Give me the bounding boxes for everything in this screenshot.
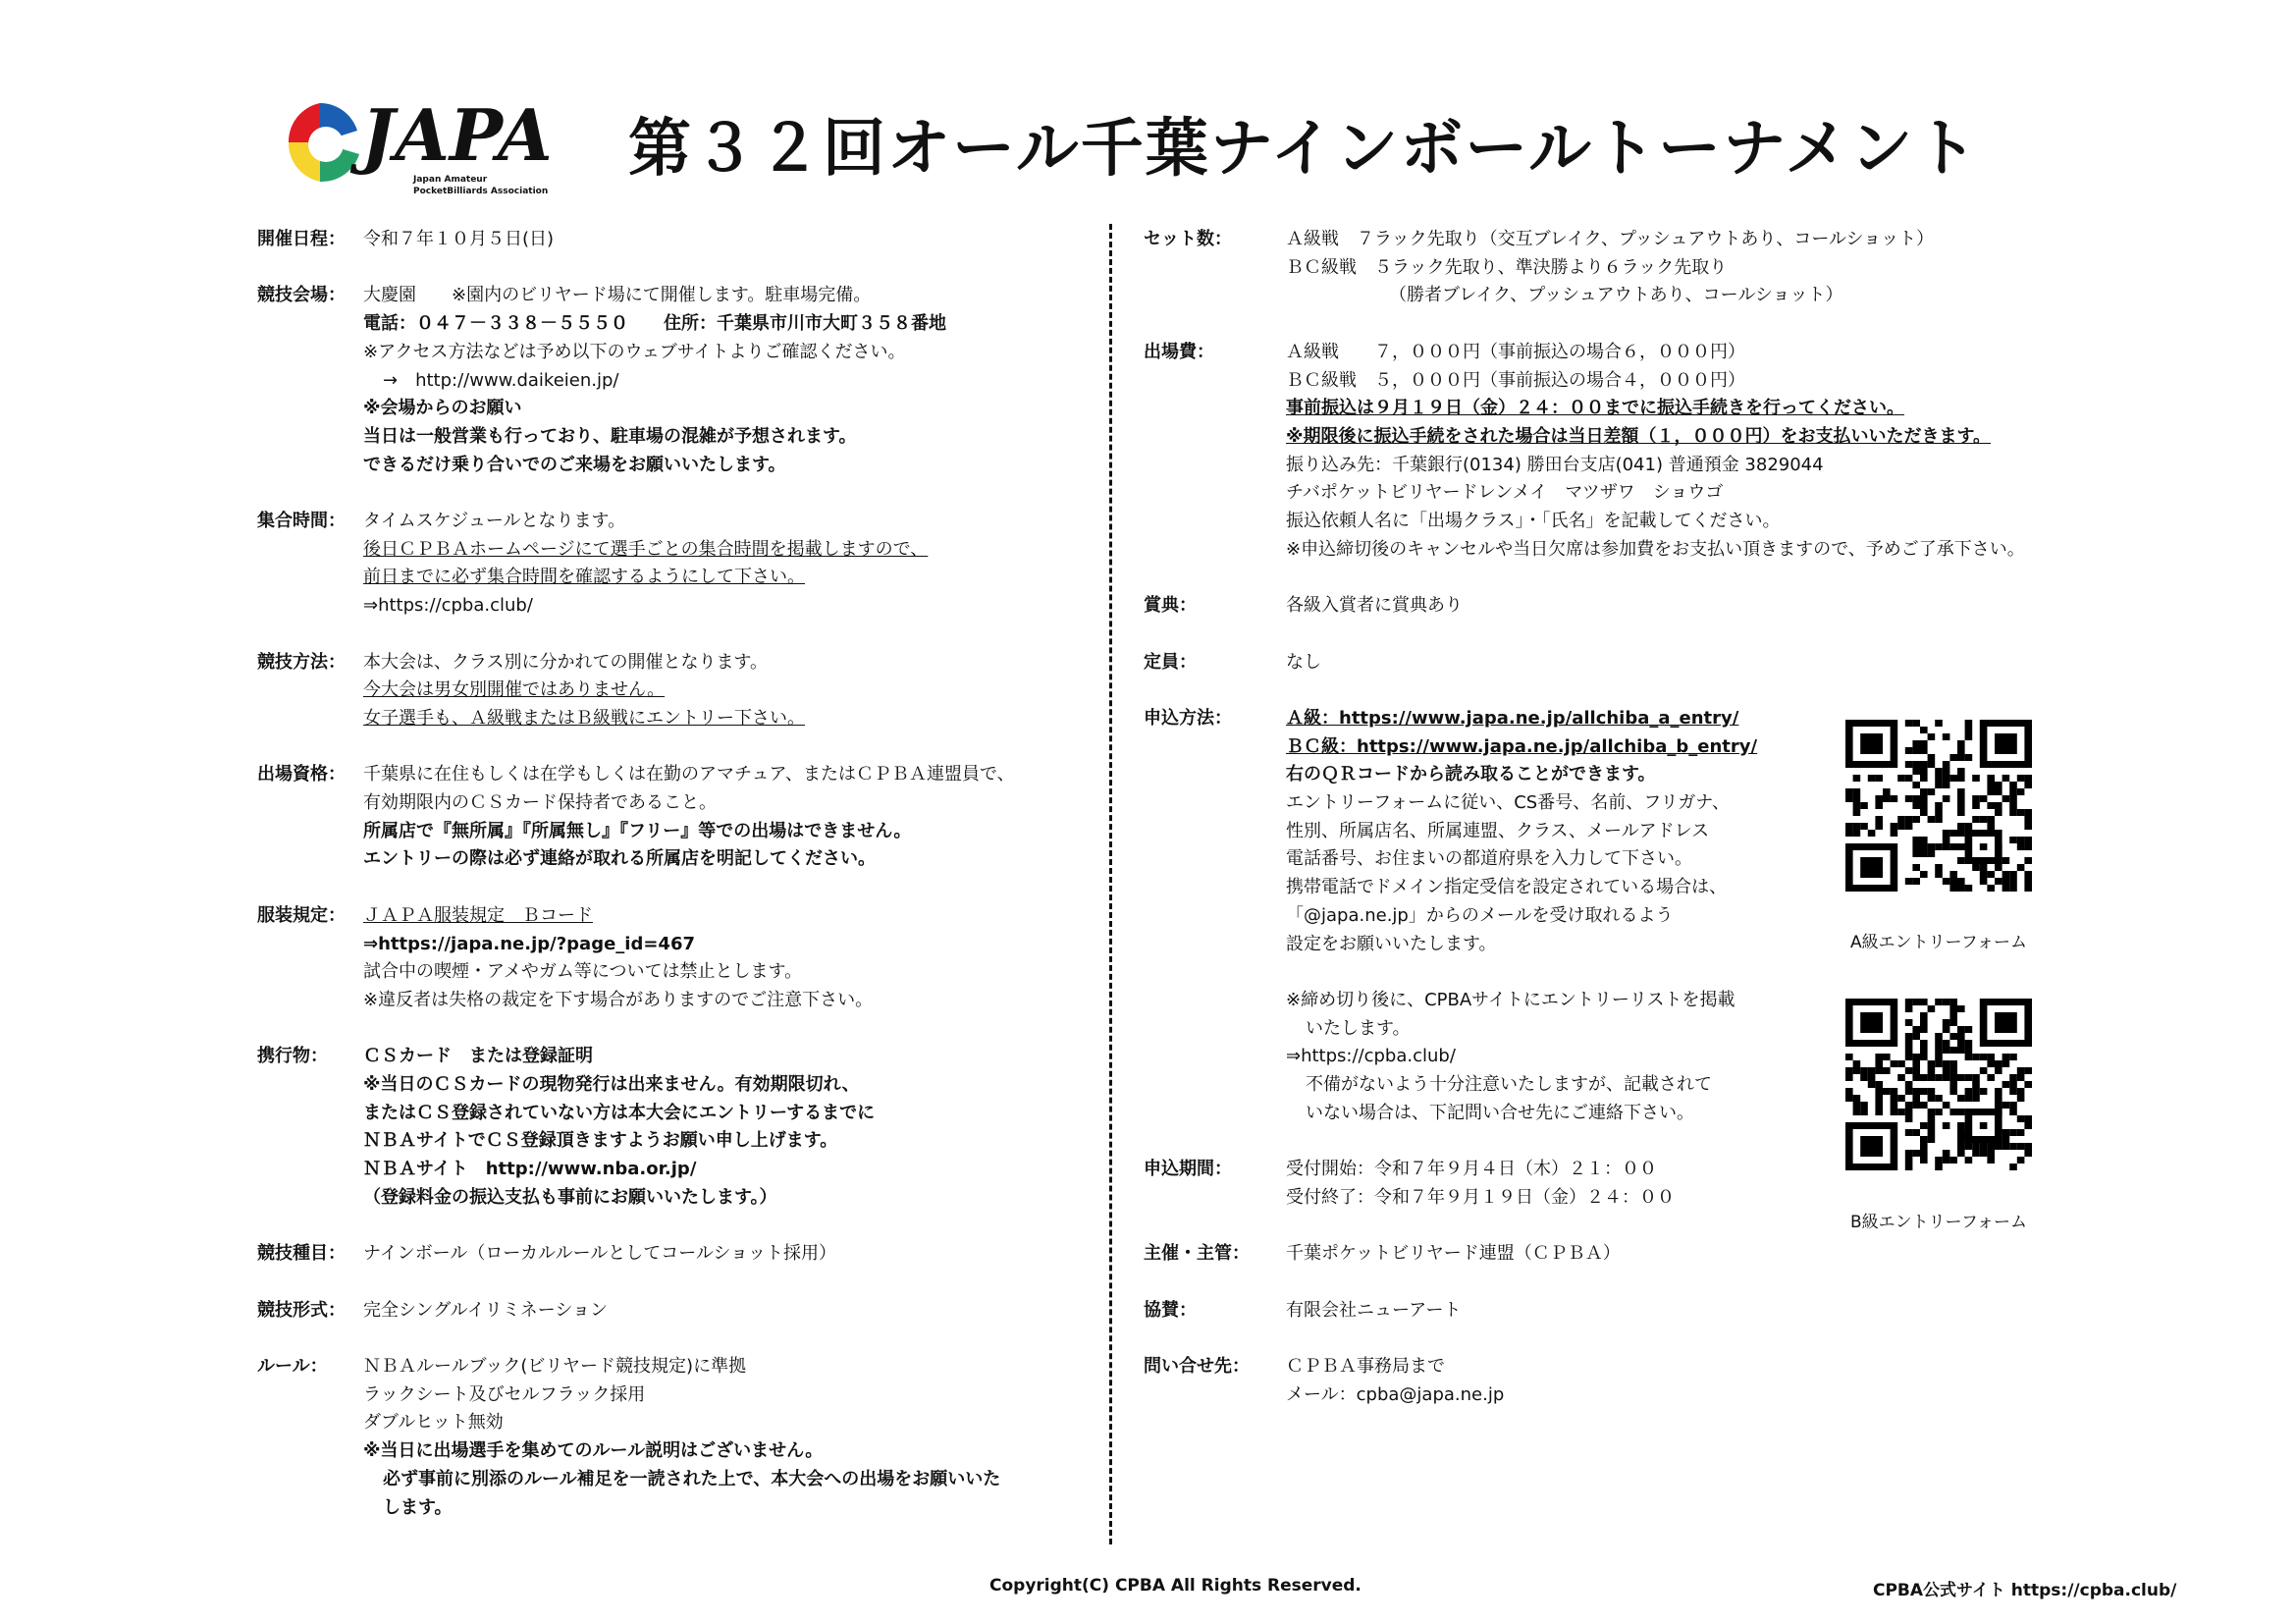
qr-a-caption: A級エントリーフォーム xyxy=(1850,933,2027,952)
section-body xyxy=(363,761,1101,874)
section-label: 出場資格： xyxy=(257,764,346,785)
text-line[interactable]: ＢＣ級：https://www.japa.ne.jp/allchiba_b_entry/ xyxy=(1286,735,1758,757)
text-line: 所属店で『無所属』『所属無し』『フリー』等での出場はできません。 xyxy=(363,820,912,841)
section-label: 競技会場： xyxy=(257,285,346,306)
text-line: します。 xyxy=(383,1496,453,1518)
japa-logo-mark xyxy=(289,103,359,182)
section-body xyxy=(363,226,1101,254)
section-eligibility xyxy=(257,761,1101,874)
text-line: 後日ＣＰＢＡホームページにて選手ごとの集合時間を掲載しますので、 xyxy=(363,538,929,560)
section-label: 主催・主管： xyxy=(1144,1243,1250,1265)
text-line: 電話：０４７－３３８－５５５０ 住所：千葉県市川市大町３５８番地 xyxy=(363,313,946,335)
text-line: ※申込締切後のキャンセルや当日欠席は参加費をお支払い頂きますので、予めご了承下さい。 xyxy=(1286,538,2025,560)
text-line: 令和７年１０月５日(日) xyxy=(363,229,555,249)
text-line: ＮＢＡサイトでＣＳ登録頂きますようお願い申し上げます。 xyxy=(363,1130,838,1152)
text-line: ＢＣ級戦 ５，０００円（事前振込の場合４，０００円） xyxy=(1286,369,1745,391)
section-label: 携行物： xyxy=(257,1046,328,1067)
section-body xyxy=(1286,649,2076,677)
text-line: 前日までに必ず集合時間を確認するようにして下さい。 xyxy=(363,567,805,588)
text-line: ※期限後に振込手続をされた場合は当日差額（１，０００円）をお支払いいただきます。 xyxy=(1286,425,1992,447)
text-line: 右のＱＲコードから読み取ることができます。 xyxy=(1286,764,1656,785)
text-line: （勝者ブレイク、プッシュアウトあり、コールショット） xyxy=(1389,285,1843,306)
section-body xyxy=(363,1297,1101,1326)
section-body xyxy=(363,508,1101,621)
text-line: ＢＣ級戦 ５ラック先取り、準決勝より６ラック先取り xyxy=(1286,256,1728,278)
text-line: 有限会社ニューアート xyxy=(1286,1299,1462,1321)
text-line: 各級入賞者に賞典あり xyxy=(1286,595,1463,617)
text-line: 事前振込は９月１９日（金）２４：００までに振込手続きを行ってください。 xyxy=(1286,398,1904,419)
page-title: 第３２回オール千葉ナインボールトーナメント xyxy=(628,113,1980,186)
text-line: 携帯電話でドメイン指定受信を設定されている場合は、 xyxy=(1286,877,1728,898)
text-line xyxy=(1286,958,2076,987)
left-column xyxy=(257,226,1101,1550)
text-line[interactable]: → http://www.daikeien.jp/ xyxy=(383,369,619,391)
section-body xyxy=(363,282,1101,479)
section-time xyxy=(257,508,1101,621)
text-line: 今大会は男女別開催ではありません。 xyxy=(363,679,666,701)
text-line: できるだけ乗り合いでのご来場をお願いいたします。 xyxy=(363,454,786,475)
section-body xyxy=(1286,339,2076,565)
text-line: Ａ級戦 ７ラック先取り（交互ブレイク、プッシュアウトあり、コールショット） xyxy=(1286,229,1935,249)
text-line: 必ず事前に別添のルール補足を一読された上で、本大会への出場をお願いいた xyxy=(383,1468,1001,1489)
text-line: エントリーの際は必ず連絡が取れる所属店を明記してください。 xyxy=(363,848,876,870)
section-body xyxy=(363,1043,1101,1212)
section-body xyxy=(1286,1353,2076,1409)
text-line: ※違反者は失格の裁定を下す場合がありますのでご注意下さい。 xyxy=(363,989,874,1010)
text-line: ＮＢＡルールブック(ビリヤード競技規定)に準拠 xyxy=(363,1355,747,1377)
text-line: またはＣＳ登録されていない方は本大会にエントリーするまでに xyxy=(363,1102,876,1123)
text-line: タイムスケジュールとなります。 xyxy=(363,511,626,531)
section-label: 服装規定： xyxy=(257,904,346,926)
text-line: 千葉ポケットビリヤード連盟（ＣＰＢＡ） xyxy=(1286,1243,1621,1265)
text-line: ※当日のＣＳカードの現物発行は出来ません。有効期限切れ、 xyxy=(363,1074,860,1095)
section-label: 協賛： xyxy=(1144,1299,1197,1321)
section-label: セット数： xyxy=(1144,229,1232,249)
section-label: 集合時間： xyxy=(257,511,346,531)
text-line: Ａ級戦 ７，０００円（事前振込の場合６，０００円） xyxy=(1286,341,1745,362)
logo-text: JAPA xyxy=(361,93,553,177)
text-line: （登録料金の振込支払も事前にお願いいたします。） xyxy=(363,1186,777,1208)
section-body xyxy=(1286,1297,2076,1326)
text-line: 女子選手も、Ａ級戦またはＢ級戦にエントリー下さい。 xyxy=(363,707,805,729)
text-line: 設定をお願いいたします。 xyxy=(1286,933,1497,954)
section-label: 申込方法： xyxy=(1144,707,1232,729)
section-label: 定員： xyxy=(1144,651,1197,673)
section-body xyxy=(363,1353,1101,1522)
section-label: 申込期間： xyxy=(1144,1159,1232,1180)
text-line: いたします。 xyxy=(1306,1017,1411,1039)
section-event xyxy=(257,1240,1101,1269)
footer-copyright: Copyright(C) CPBA All Rights Reserved. xyxy=(989,1576,1362,1596)
section-label: 問い合せ先： xyxy=(1144,1356,1250,1377)
section-dress xyxy=(257,902,1101,1015)
section-label: 賞典： xyxy=(1144,595,1197,617)
text-line[interactable]: ＮＢＡサイト http://www.nba.or.jp/ xyxy=(363,1159,697,1180)
text-line[interactable]: Ａ級：https://www.japa.ne.jp/allchiba_a_entry/ xyxy=(1286,707,1739,729)
section-venue xyxy=(257,282,1101,479)
section-label: 競技形式： xyxy=(257,1299,346,1321)
section-body xyxy=(363,902,1101,1015)
text-line: ※締め切り後に、CPBAサイトにエントリーリストを掲載 xyxy=(1286,989,1735,1010)
text-line[interactable]: ⇒https://japa.ne.jp/?page_id=467 xyxy=(363,933,696,954)
text-line: ※当日に出場選手を集めてのルール説明はございません。 xyxy=(363,1440,824,1462)
section-label: 競技方法： xyxy=(257,651,346,673)
section-body xyxy=(1286,1240,2076,1269)
text-line: ラックシート及びセルフラック採用 xyxy=(363,1383,646,1405)
text-line: ＪＡＰＡ服装規定 Ｂコード xyxy=(363,904,593,926)
text-line: 受付開始：令和７年９月４日（木）２１：００ xyxy=(1286,1159,1657,1180)
section-date xyxy=(257,226,1101,254)
text-line: 振込依頼人名に「出場クラス」・「氏名」を記載してください。 xyxy=(1286,511,1781,532)
text-line[interactable]: 「@japa.ne.jp」からのメールを受け取れるよう xyxy=(1286,904,1674,926)
text-line: 本大会は、クラス別に分かれての開催となります。 xyxy=(363,651,769,673)
japa-logo xyxy=(281,93,575,201)
section-prize xyxy=(1144,592,2076,621)
text-line: ナインボール（ローカルルールとしてコールショット採用） xyxy=(363,1243,837,1265)
logo-sub2: PocketBilliards Association xyxy=(413,187,549,196)
section-host xyxy=(1144,1240,2076,1269)
qr-code-a-entry xyxy=(1845,720,2032,892)
text-line: 試合中の喫煙・アメやガム等については禁止とします。 xyxy=(363,961,803,983)
section-body xyxy=(363,649,1101,733)
text-line: 電話番号、お住まいの都道府県を入力して下さい。 xyxy=(1286,848,1692,870)
section-contact xyxy=(1144,1353,2076,1409)
section-format xyxy=(257,1297,1101,1326)
section-body xyxy=(1286,592,2076,621)
footer-site-link[interactable]: CPBA公式サイト https://cpba.club/ xyxy=(1873,1581,2177,1600)
section-rules xyxy=(257,1353,1101,1522)
text-line: ＣＰＢＡ事務局まで xyxy=(1286,1356,1445,1377)
text-line: ※会場からのお願い xyxy=(363,398,522,419)
text-line[interactable]: メール：cpba@japa.ne.jp xyxy=(1286,1383,1505,1405)
text-line: エントリーフォームに従い、CS番号、名前、フリガナ、 xyxy=(1286,792,1731,813)
text-line: 不備がないよう十分注意いたしますが、記載されて xyxy=(1306,1074,1712,1096)
section-capacity xyxy=(1144,649,2076,677)
text-line: 千葉県に在住もしくは在学もしくは在勤のアマチュア、またはＣＰＢＡ連盟員で、 xyxy=(363,764,1015,785)
text-line: 有効期限内のＣＳカード保持者であること。 xyxy=(363,792,717,813)
text-line[interactable]: ⇒https://cpba.club/ xyxy=(363,595,533,617)
text-line: チバポケットビリヤードレンメイ マツザワ ショウゴ xyxy=(1286,482,1724,504)
section-sets xyxy=(1144,226,2076,310)
section-method xyxy=(257,649,1101,733)
text-line: ダブルヒット無効 xyxy=(363,1412,504,1434)
section-label: ルール： xyxy=(257,1355,328,1377)
text-line[interactable]: ⇒https://cpba.club/ xyxy=(1286,1046,1456,1067)
text-line: 受付終了：令和７年９月１９日（金）２４：００ xyxy=(1286,1186,1675,1208)
text-line: 振り込み先：千葉銀行(0134) 勝田台支店(041) 普通預金 3829044 xyxy=(1286,454,1824,475)
text-line: ※アクセス方法などは予め以下のウェブサイトよりご確認ください。 xyxy=(363,341,906,362)
text-line: なし xyxy=(1286,651,1321,673)
text-line: 完全シングルイリミネーション xyxy=(363,1299,609,1321)
text-line: 大慶園 ※園内のビリヤード場にて開催します。駐車場完備。 xyxy=(363,285,872,306)
section-body xyxy=(1286,226,2076,310)
text-line: 性別、所属店名、所属連盟、クラス、メールアドレス xyxy=(1286,820,1710,841)
logo-sub1: Japan Amateur xyxy=(413,175,488,185)
section-items xyxy=(257,1043,1101,1212)
section-label: 開催日程： xyxy=(257,229,346,249)
section-sponsor xyxy=(1144,1297,2076,1326)
section-label: 競技種目： xyxy=(257,1243,346,1265)
section-body xyxy=(363,1240,1101,1269)
qr-code-b-entry xyxy=(1845,999,2032,1170)
text-line: ＣＳカード または登録証明 xyxy=(363,1046,593,1067)
qr-b-caption: B級エントリーフォーム xyxy=(1850,1213,2027,1232)
text-line: 当日は一般営業も行っており、駐車場の混雑が予想されます。 xyxy=(363,425,857,447)
section-label: 出場費： xyxy=(1144,341,1214,362)
column-divider xyxy=(1109,224,1112,1544)
text-line: いない場合は、下記問い合せ先にご連絡下さい。 xyxy=(1306,1102,1694,1123)
section-fee xyxy=(1144,339,2076,565)
